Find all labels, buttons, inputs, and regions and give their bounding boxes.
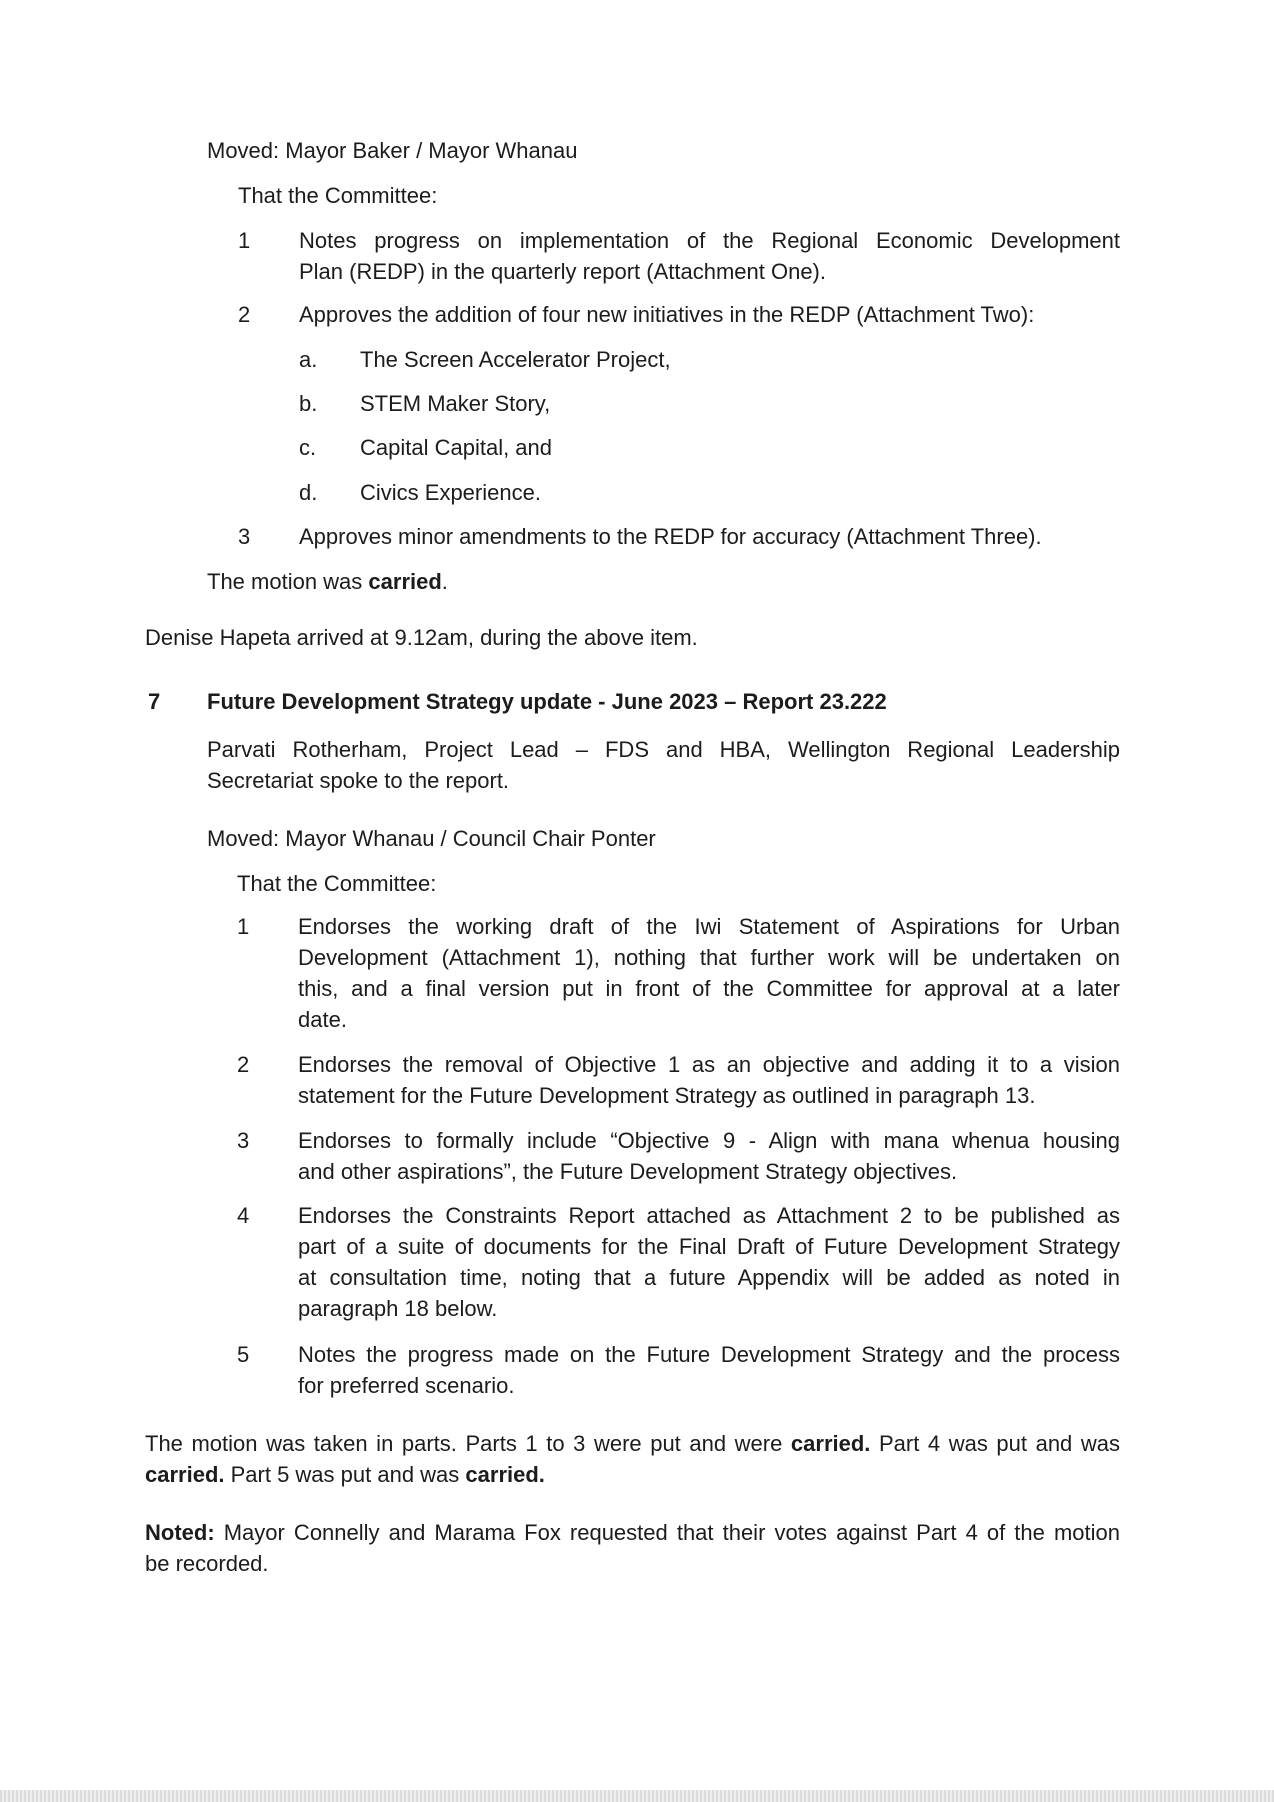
sub-item-text: STEM Maker Story, [360,391,551,416]
section-number: 7 [148,689,161,714]
resolution-item-text: Plan (REDP) in the quarterly report (Attachment One). [299,259,826,284]
noted-line: Noted: Mayor Connelly and Marama Fox requested that their votes against Part 4 of the motion [145,1520,1120,1545]
speaker-text: Secretariat spoke to the report. [207,768,510,793]
speaker-text: Parvati Rotherham, Project Lead – FDS and HBA, Wellington Regional Leadership [207,737,1120,762]
resolution-item-text: Notes the progress made on the Future Development Strategy and the process [298,1342,1120,1367]
resolution-item-text: at consultation time, noting that a future Appendix will be added as noted in [298,1265,1120,1290]
resolution-item-text: Endorses the removal of Objective 1 as an objective and adding it to a vision [298,1052,1120,1077]
sub-item-letter: d. [299,480,318,505]
resolution-item-text: this, and a final version put in front of the Committee for approval at a later [298,976,1120,1001]
section-heading: Future Development Strategy update - June 2023 – Report 23.222 [207,689,887,714]
that-committee-1: That the Committee: [238,183,438,208]
moved-line-2: Moved: Mayor Whanau / Council Chair Ponter [207,826,656,851]
that-committee-2: That the Committee: [237,871,437,896]
item-number: 3 [237,1128,250,1153]
resolution-item-text: and other aspirations”, the Future Development Strategy objectives. [298,1159,958,1184]
resolution-item-text: Notes progress on implementation of the Regional Economic Development [299,228,1120,253]
resolution-item-text: Approves the addition of four new initiatives in the REDP (Attachment Two): [299,302,1035,327]
resolution-item-text: paragraph 18 below. [298,1296,498,1321]
item-number: 5 [237,1342,250,1367]
item-number: 2 [238,302,251,327]
sub-item-letter: c. [299,435,317,460]
scan-edge [0,1790,1274,1802]
sub-item-text: The Screen Accelerator Project, [360,347,671,372]
resolution-item-text: date. [298,1007,347,1032]
item-number: 1 [237,914,250,939]
resolution-item-text: Endorses to formally include “Objective 9 - Align with mana whenua housing [298,1128,1120,1153]
resolution-item-text: statement for the Future Development Strategy as outlined in paragraph 13. [298,1083,1036,1108]
arrival-note: Denise Hapeta arrived at 9.12am, during the above item. [145,625,698,650]
resolution-item-text: part of a suite of documents for the Final Draft of Future Development Strategy [298,1234,1120,1259]
resolution-item-text: for preferred scenario. [298,1373,515,1398]
motion-parts-line: carried. Part 5 was put and was carried. [145,1462,545,1487]
resolution-item-text: Development (Attachment 1), nothing that further work will be undertaken on [298,945,1120,970]
sub-item-text: Civics Experience. [360,480,541,505]
moved-line-1: Moved: Mayor Baker / Mayor Whanau [207,138,578,163]
sub-item-letter: b. [299,391,318,416]
item-number: 4 [237,1203,250,1228]
resolution-item-text: Endorses the working draft of the Iwi Statement of Aspirations for Urban [298,914,1120,939]
item-number: 2 [237,1052,250,1077]
item-number: 1 [238,228,251,253]
noted-line: be recorded. [145,1551,269,1576]
resolution-item-text: Endorses the Constraints Report attached as Attachment 2 to be published as [298,1203,1120,1228]
motion-parts-line: The motion was taken in parts. Parts 1 to 3 were put and were carried. Part 4 was put and was [145,1431,1120,1456]
sub-item-letter: a. [299,347,318,372]
motion-result: The motion was carried. [207,569,448,594]
sub-item-text: Capital Capital, and [360,435,553,460]
item-number: 3 [238,524,251,549]
resolution-item-text: Approves minor amendments to the REDP for accuracy (Attachment Three). [299,524,1042,549]
